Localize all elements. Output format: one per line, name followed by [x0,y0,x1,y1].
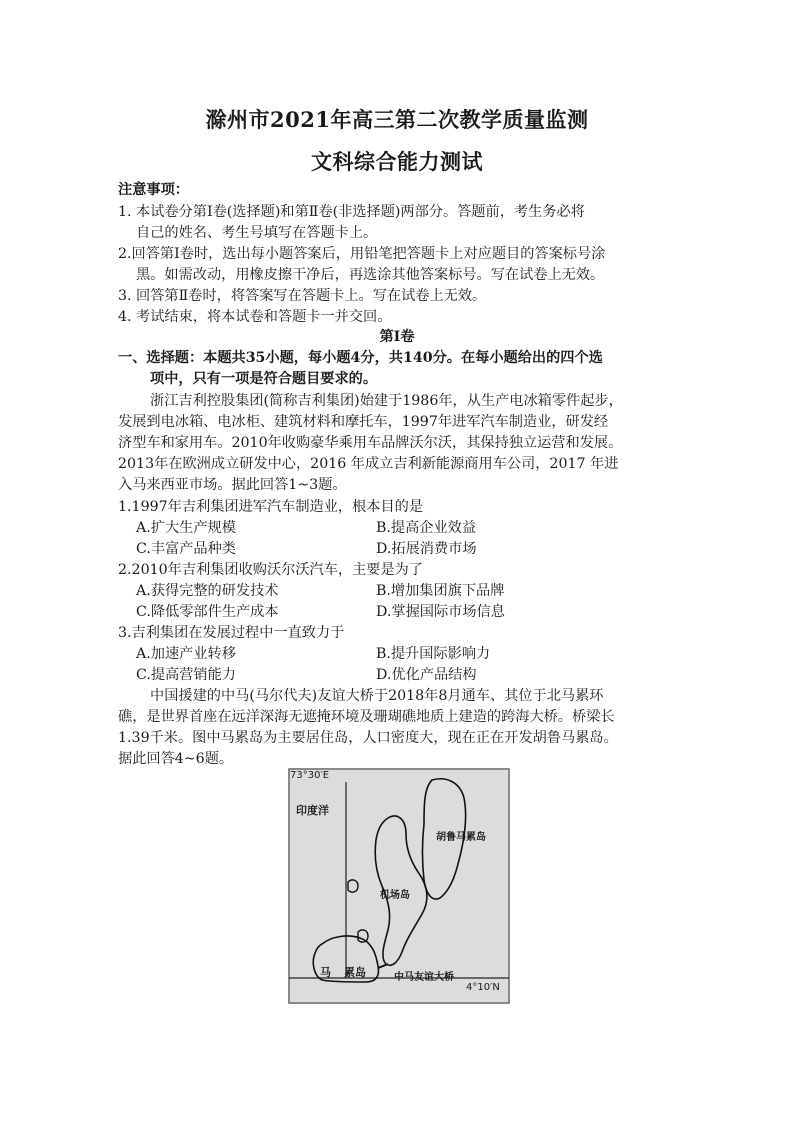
question-option: A.扩大生产规模 [136,520,236,536]
section-heading-cont: 项中，只有一项是符合题目要求的。 [150,371,378,387]
passage-line: 入马来西亚市场。据此回答1~3题。 [118,477,347,493]
ocean-label: 印度洋 [296,804,329,817]
question-option: C.降低零部件生产成本 [136,604,279,620]
bridge-label: 中马友谊大桥 [394,972,454,983]
notice-line: 3. 回答第Ⅱ卷时，将答案写在答题卡上。写在试卷上无效。 [118,288,487,304]
passage-line: 济型车和家用车。2010年收购豪华乘用车品牌沃尔沃，其保持独立运营和发展。 [118,435,623,451]
maldives-map [288,768,510,1004]
question-option: A.获得完整的研发技术 [136,583,279,599]
passage-line: 中国援建的中马(马尔代夫)友谊大桥于2018年8月通车、其位于北马累环 [150,688,604,704]
passage-line: 1.39千米。图中马累岛为主要居住岛，人口密度大，现在正在开发胡鲁马累岛。 [118,730,618,746]
question-stem: 2.2010年吉利集团收购沃尔沃汽车，主要是为了 [118,562,424,578]
airport-island-label: 机场岛 [380,890,410,901]
notice-heading: 注意事项： [118,182,189,198]
notice-line: 自己的姓名、考生号填写在答题卡上。 [136,225,378,241]
passage-line: 发展到电冰箱、电冰柜、建筑材料和摩托车，1997年进军汽车制造业，研发经 [118,414,609,430]
exam-title: 滁州市2021年高三第二次教学质量监测 [205,107,589,132]
question-option: D.拓展消费市场 [376,541,477,557]
notice-line: 1. 本试卷分第Ⅰ卷(选择题)和第Ⅱ卷(非选择题)两部分。答题前，考生务必将 [118,204,585,220]
latitude-label: 4°10′N [466,982,500,993]
volume-label: 第Ⅰ卷 [379,329,415,345]
question-option: B.提高企业效益 [376,520,477,536]
question-stem: 1.1997年吉利集团进军汽车制造业，根本目的是 [118,499,424,515]
question-option: D.掌握国际市场信息 [376,604,505,620]
exam-subtitle: 文科综合能力测试 [311,149,483,174]
hulhumale-label: 胡鲁马累岛 [436,832,486,843]
question-option: C.丰富产品种类 [136,541,236,557]
question-option: D.优化产品结构 [376,667,477,683]
longitude-label: 73°30′E [290,770,330,781]
passage-line: 2013年在欧洲成立研发中心，2016 年成立吉利新能源商用车公司，2017 年进 [118,456,619,472]
section-heading: 一、选择题：本题共35小题，每小题4分，共140分。在每小题给出的四个选 [118,350,603,366]
notice-line: 2.回答第Ⅰ卷时，选出每小题答案后，用铅笔把答题卡上对应题目的答案标号涂 [118,246,606,262]
male-label-1: 马 [320,966,331,979]
question-stem: 3.吉利集团在发展过程中一直致力于 [118,625,345,641]
question-option: C.提高营销能力 [136,667,236,683]
question-option: B.增加集团旗下品牌 [376,583,505,599]
notice-line: 黑。如需改动，用橡皮擦干净后，再选涂其他答案标号。写在试卷上无效。 [136,267,605,283]
passage-line: 礁，是世界首座在远洋深海无遮掩环境及珊瑚礁地质上建造的跨海大桥。桥梁长 [118,709,615,725]
passage-line: 浙江吉利控股集团(简称吉利集团)始建于1986年，从生产电冰箱零件起步， [150,393,623,409]
question-option: A.加速产业转移 [136,646,236,662]
male-label-2: 累岛 [344,966,366,979]
passage-line: 据此回答4~6题。 [118,751,234,767]
question-option: B.提升国际影响力 [376,646,491,662]
notice-line: 4. 考试结束，将本试卷和答题卡一并交回。 [118,309,392,325]
